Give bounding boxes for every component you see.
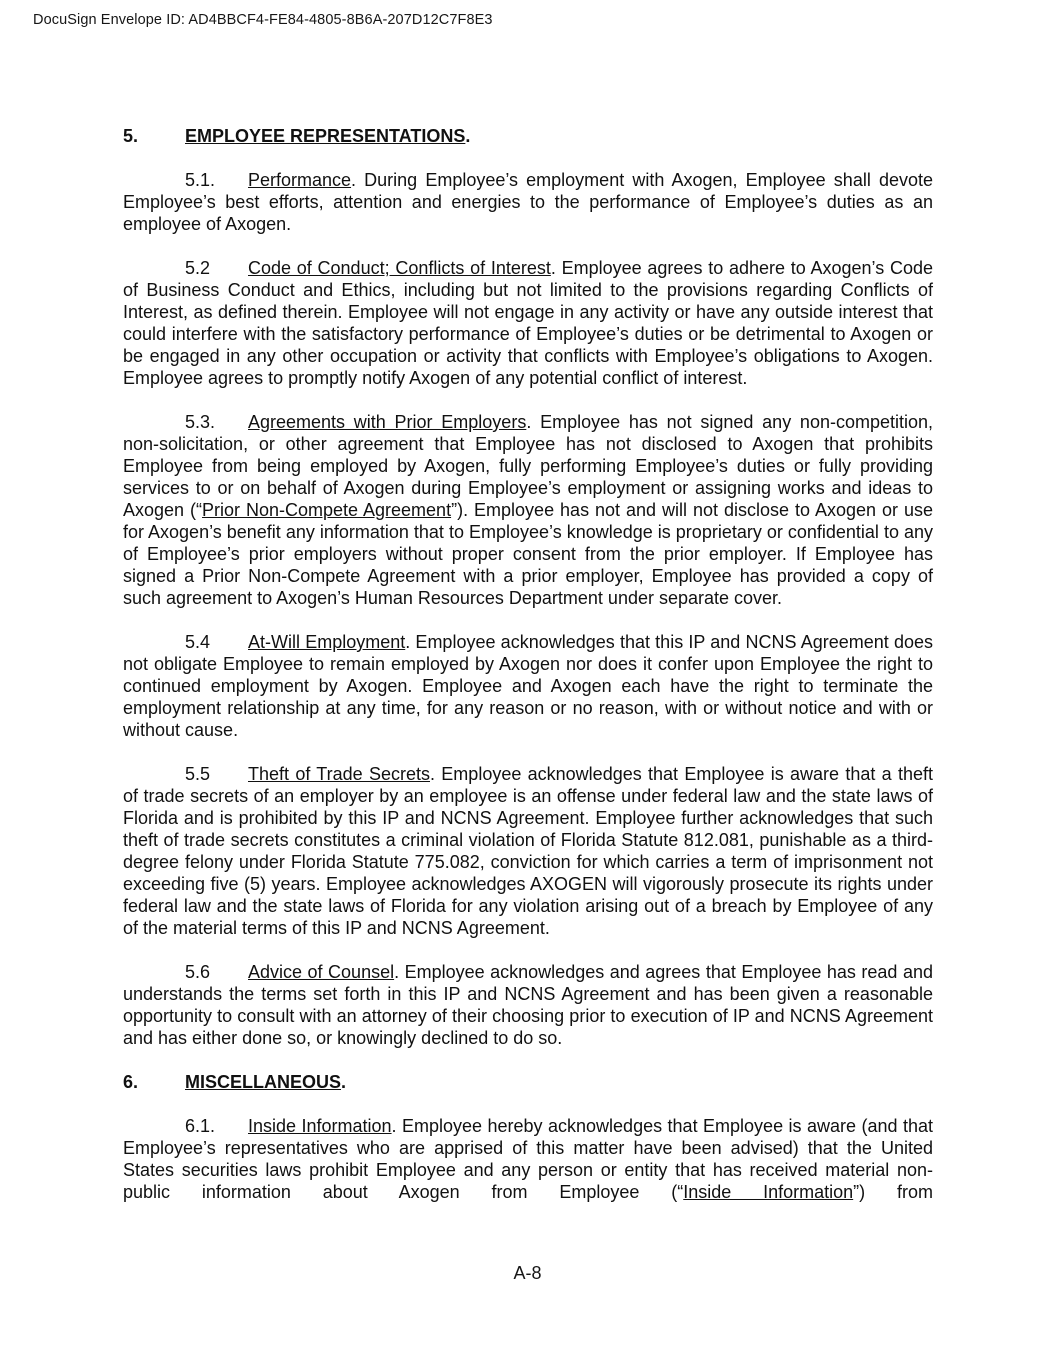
section-heading <box>123 1071 933 1093</box>
clause-heading: At-Will Employment <box>248 632 406 652</box>
clause-paragraph <box>123 961 933 1049</box>
page-number: A-8 <box>513 1263 542 1283</box>
clause-heading: Performance <box>248 170 352 190</box>
clause-paragraph <box>123 631 933 741</box>
clause-text: . Employee acknowledges and agrees that Employee has read and understands the terms set forth in this IP and NCNS Agreement and has been given a reasonable opportunity to consult with an attorney of their choosing prior to execution of IP and NCNS Agreement and has either done so, or knowingly declined to do so. <box>123 962 933 1048</box>
section-heading <box>123 125 933 147</box>
clause-paragraph <box>123 1115 933 1203</box>
clause-text: . Employee has not signed any non-competition, non-solicitation, or other agreement that Employee has not disclosed to Axogen that prohibits Employee from being employed by Axogen, fully performing Employee’s duties or fully providing services to or on behalf of Axogen during Employee’s employment or assigning works and ideas to Axogen (“ <box>123 412 934 520</box>
clause-text: . During Employee’s employment with Axogen, Employee shall devote Employee’s best efforts, attention and energies to the performance of Employee’s duties as an employee of Axogen. <box>123 170 933 234</box>
clause-number: 5.5 <box>185 764 211 784</box>
defined-term: Prior Non-Compete Agreement <box>202 500 452 520</box>
clause-number: 5.4 <box>185 632 211 652</box>
clause-heading: Theft of Trade Secrets <box>248 764 430 784</box>
clause-paragraph <box>123 763 933 939</box>
clause-heading: Agreements with Prior Employers <box>248 412 527 432</box>
clause-heading: Code of Conduct; Conflicts of Interest <box>248 258 551 278</box>
clause-text: . Employee agrees to adhere to Axogen’s Code of Business Conduct and Ethics, including but not limited to the provisions regarding Conflicts of Interest, as defined therein. Employee will not engage in any activity or have any outside interest that could interfere with the satisfactory performance of Employee’s duties or be detrimental to Axogen or be engaged in any other occupation or activity that conflicts with Employee’s obligations to Axogen. Employee agrees to promptly notify Axogen of any potential conflict of interest. <box>123 258 933 388</box>
section-title: MISCELLANEOUS <box>185 1072 342 1092</box>
clause-text: . Employee acknowledges that this IP and NCNS Agreement does not obligate Employee to remain employed by Axogen nor does it confer upon Employee the right to continued employment by Axogen. Employee and Axogen each have the right to terminate the employment relationship at any time, for any reason or no reason, with or without notice and with or without cause. <box>123 632 933 740</box>
section-title-suffix: . <box>341 1072 347 1092</box>
section-title: EMPLOYEE REPRESENTATIONS <box>185 126 466 146</box>
section-number: 6. <box>123 1072 139 1092</box>
docusign-envelope-id: DocuSign Envelope ID: AD4BBCF4-FE84-4805-8B6A-207D12C7F8E3 <box>33 12 493 28</box>
defined-term: Inside Information <box>683 1182 854 1202</box>
clause-text: ”). Employee has not and will not disclose to Axogen or use for Axogen’s benefit any information that to Employee’s knowledge is proprietary or confidential to any of Employee’s prior employers without proper consent from the prior employer. If Employee has signed a Prior Non-Compete Agreement with a prior employer, Employee has provided a copy of such agreement to Axogen’s Human Resources Department under separate cover. <box>123 500 933 608</box>
clause-number: 6.1. <box>185 1116 216 1136</box>
clause-text: . Employee hereby acknowledges that Employee is aware (and that Employee’s representatives who are apprised of this matter have been advised) that the United States securities laws prohibit Employee and any person or entity that has received material non-public information about Axogen from Employee (“ <box>123 1116 933 1202</box>
clause-number: 5.1. <box>185 170 216 190</box>
clause-heading: Advice of Counsel <box>248 962 395 982</box>
clause-paragraph <box>123 169 933 235</box>
section-number: 5. <box>123 126 139 146</box>
document-body <box>123 125 933 1203</box>
clause-paragraph <box>123 411 933 609</box>
clause-text: . Employee acknowledges that Employee is aware that a theft of trade secrets of an employer by an employee is an offense under federal law and the state laws of Florida and is prohibited by this IP and NCNS Agreement. Employee further acknowledges that such theft of trade secrets constitutes a criminal violation of Florida Statute 812.081, punishable as a third-degree felony under Florida Statute 775.082, conviction for which carries a term of imprisonment not exceeding five (5) years. Employee acknowledges AXOGEN will vigorously prosecute its rights under federal law and the state laws of Florida for any violation arising out of a breach by Employee of any of the material terms of this IP and NCNS Agreement. <box>123 764 933 938</box>
clause-number: 5.2 <box>185 258 211 278</box>
clause-number: 5.6 <box>185 962 211 982</box>
clause-paragraph <box>123 257 933 389</box>
clause-number: 5.3. <box>185 412 216 432</box>
section-title-suffix: . <box>465 126 471 146</box>
clause-text: ”) from <box>853 1182 933 1202</box>
clause-heading: Inside Information <box>248 1116 392 1136</box>
